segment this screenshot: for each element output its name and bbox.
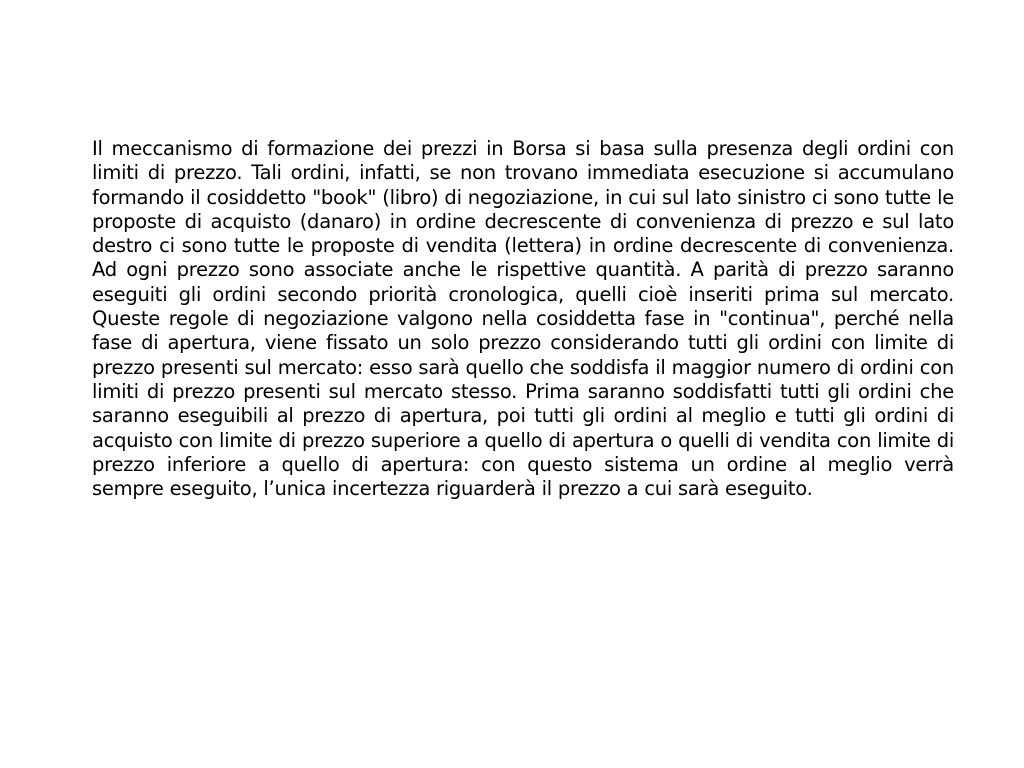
- slide-body-paragraph: Il meccanismo di formazione dei prezzi in Borsa si basa sulla presenza degli ordini con limiti di prezzo. Tali ordini, infatti, se non trovano immediata esecuzione si accumulano formando il cosiddetto "book" (libro) di negoziazione, in cui sul lato sinistro ci sono tutte le proposte di acquisto (danaro) in ordine decrescente di convenienza di prezzo e sul lato destro ci sono tutte le proposte di vendita (lettera) in ordine decrescente di convenienza. Ad ogni prezzo sono associate anche le rispettive quantità. A parità di prezzo saranno eseguiti gli ordini secondo priorità cronologica, quelli cioè inseriti prima sul mercato. Queste regole di negoziazione valgono nella cosiddetta fase in "continua", perché nella fase di apertura, viene fissato un solo prezzo considerando tutti gli ordini con limite di prezzo presenti sul mercato: esso sarà quello che soddisfa il maggior numero di ordini con limiti di prezzo presenti sul mercato stesso. Prima saranno soddisfatti tutti gli ordini che saranno eseguibili al prezzo di apertura, poi tutti gli ordini al meglio e tutti gli ordini di acquisto con limite di prezzo superiore a quello di apertura o quelli di vendita con limite di prezzo inferiore a quello di apertura: con questo sistema un ordine al meglio verrà sempre eseguito, l’unica incertezza riguarderà il prezzo a cui sarà eseguito.: [92, 137, 954, 501]
